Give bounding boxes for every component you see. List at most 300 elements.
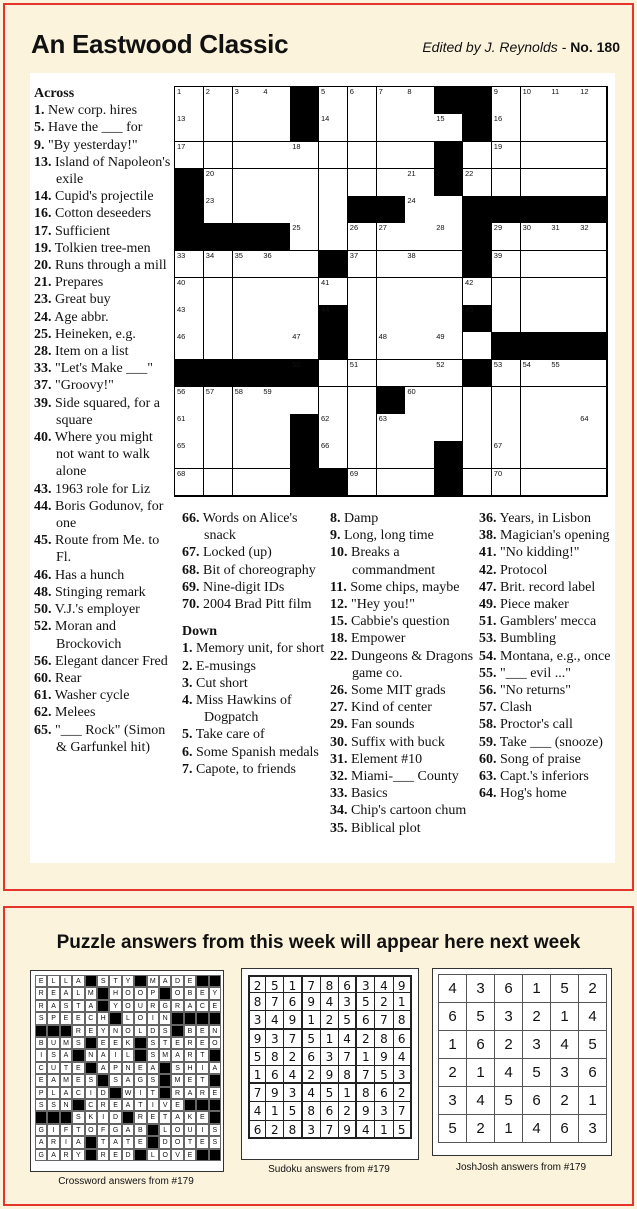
- grid-cell[interactable]: [348, 251, 377, 279]
- grid-cell[interactable]: [319, 114, 348, 142]
- down-clue: [182, 675, 330, 692]
- clue-text: Capote, to friends: [196, 761, 296, 777]
- grid-cell[interactable]: [578, 251, 607, 279]
- grid-cell[interactable]: [578, 169, 607, 197]
- grid-cell[interactable]: [434, 305, 463, 333]
- answer-letter: Y: [97, 1025, 109, 1037]
- grid-cell[interactable]: [549, 305, 578, 333]
- grid-cell[interactable]: [377, 114, 406, 142]
- joshjosh-digit: 2: [550, 1086, 579, 1115]
- grid-cell[interactable]: [463, 414, 492, 442]
- grid-cell[interactable]: [549, 142, 578, 170]
- grid-cell[interactable]: [405, 305, 434, 333]
- grid-cell[interactable]: [463, 387, 492, 415]
- grid-cell[interactable]: [377, 223, 406, 251]
- answer-letter: S: [147, 1037, 159, 1049]
- grid-cell[interactable]: [319, 387, 348, 415]
- grid-cell[interactable]: [405, 278, 434, 306]
- clue-number: 16.: [34, 206, 52, 222]
- answer-letter: O: [85, 1124, 97, 1136]
- grid-cell[interactable]: [204, 196, 233, 224]
- grid-cell[interactable]: [549, 441, 578, 469]
- grid-cell[interactable]: [377, 251, 406, 279]
- grid-cell[interactable]: [319, 441, 348, 469]
- grid-cell[interactable]: [434, 114, 463, 142]
- grid-cell[interactable]: [463, 469, 492, 497]
- down-clue: [479, 682, 615, 699]
- down-clue: [182, 658, 330, 675]
- grid-cell[interactable]: [233, 332, 262, 360]
- clue-text: V.J.'s employer: [54, 602, 140, 618]
- grid-cell[interactable]: [405, 441, 434, 469]
- answer-letter: O: [171, 987, 183, 999]
- clue-number: 70.: [182, 597, 200, 613]
- grid-cell[interactable]: [204, 414, 233, 442]
- grid-cell[interactable]: [521, 142, 550, 170]
- grid-cell[interactable]: [261, 114, 290, 142]
- grid-cell[interactable]: [521, 469, 550, 497]
- grid-cell[interactable]: [261, 469, 290, 497]
- clue-number: 34.: [330, 803, 348, 819]
- clue-text: Island of Napoleon's exile: [55, 154, 171, 188]
- joshjosh-digit: 3: [494, 1002, 523, 1031]
- clue-number: 54.: [479, 648, 497, 664]
- grid-cell[interactable]: [319, 142, 348, 170]
- grid-cell[interactable]: [377, 142, 406, 170]
- sudoku-digit: 8: [339, 1066, 357, 1084]
- clue-number: 48.: [34, 584, 52, 600]
- grid-cell[interactable]: [290, 278, 319, 306]
- grid-cell[interactable]: [405, 169, 434, 197]
- sudoku-digit: 6: [248, 1121, 266, 1139]
- black-square: [463, 223, 492, 251]
- grid-cell[interactable]: [463, 278, 492, 306]
- grid-cell[interactable]: [492, 387, 521, 415]
- down-clue: [479, 579, 615, 596]
- grid-cell[interactable]: [175, 278, 204, 306]
- grid-cell[interactable]: [492, 114, 521, 142]
- grid-cell[interactable]: [549, 414, 578, 442]
- grid-cell[interactable]: [290, 332, 319, 360]
- cell-number: 21: [407, 168, 416, 178]
- down-clue: [330, 510, 475, 527]
- black-square: [290, 441, 319, 469]
- grid-cell[interactable]: [492, 469, 521, 497]
- grid-cell[interactable]: [405, 142, 434, 170]
- grid-cell[interactable]: [204, 142, 233, 170]
- answer-letter: E: [35, 1074, 47, 1086]
- grid-cell[interactable]: [319, 223, 348, 251]
- clue-text: E-musings: [196, 658, 256, 674]
- grid-cell[interactable]: [405, 469, 434, 497]
- answer-letter: S: [72, 1111, 84, 1123]
- grid-cell[interactable]: [348, 332, 377, 360]
- black-square: [377, 387, 406, 415]
- answer-letter: I: [97, 1111, 109, 1123]
- across-clue: [34, 154, 172, 188]
- clue-number: 65.: [34, 722, 52, 738]
- grid-cell[interactable]: [348, 87, 377, 115]
- grid-cell[interactable]: [492, 223, 521, 251]
- grid-cell[interactable]: [549, 251, 578, 279]
- grid-cell[interactable]: [175, 387, 204, 415]
- answer-black-square: [85, 975, 97, 987]
- cell-number: 69: [349, 468, 359, 478]
- grid-cell[interactable]: [290, 169, 319, 197]
- answer-letter: A: [122, 1099, 134, 1111]
- answer-black-square: [35, 1025, 47, 1037]
- answer-letter: E: [209, 1000, 221, 1012]
- grid-cell[interactable]: [549, 387, 578, 415]
- answer-letter: G: [109, 1124, 121, 1136]
- sudoku-digit: 8: [248, 993, 266, 1011]
- grid-cell[interactable]: [377, 360, 406, 388]
- answer-letter: R: [35, 987, 47, 999]
- grid-cell[interactable]: [319, 196, 348, 224]
- grid-cell[interactable]: [492, 441, 521, 469]
- grid-cell[interactable]: [492, 414, 521, 442]
- grid-cell[interactable]: [348, 441, 377, 469]
- sudoku-digit: 8: [357, 1084, 375, 1102]
- grid-cell[interactable]: [261, 414, 290, 442]
- clue-text: Locked (up): [203, 545, 272, 561]
- grid-cell[interactable]: [578, 414, 607, 442]
- grid-cell[interactable]: [405, 387, 434, 415]
- grid-cell[interactable]: [492, 305, 521, 333]
- clue-text: Some chips, maybe: [350, 579, 460, 595]
- grid-cell[interactable]: [405, 87, 434, 115]
- grid-cell[interactable]: [261, 441, 290, 469]
- grid-cell[interactable]: [377, 87, 406, 115]
- grid-cell[interactable]: [578, 305, 607, 333]
- grid-cell[interactable]: [233, 196, 262, 224]
- grid-cell[interactable]: [348, 360, 377, 388]
- grid-cell[interactable]: [434, 360, 463, 388]
- grid-cell[interactable]: [204, 441, 233, 469]
- clue-text: Has a hunch: [55, 567, 125, 583]
- down-clue: [330, 544, 475, 578]
- grid-cell[interactable]: [492, 278, 521, 306]
- grid-cell[interactable]: [233, 387, 262, 415]
- answer-letter: S: [35, 1099, 47, 1111]
- grid-cell[interactable]: [521, 414, 550, 442]
- answer-letter: N: [122, 1062, 134, 1074]
- grid-cell[interactable]: [204, 305, 233, 333]
- down-clue: [479, 734, 615, 751]
- answer-letter: P: [147, 987, 159, 999]
- across-clue: [34, 257, 172, 274]
- clues-column-2: [182, 510, 330, 778]
- joshjosh-digit: 5: [466, 1002, 495, 1031]
- grid-cell[interactable]: [175, 114, 204, 142]
- grid-cell[interactable]: [521, 114, 550, 142]
- answer-letter: E: [134, 1136, 146, 1148]
- answer-letter: R: [97, 1099, 109, 1111]
- grid-cell[interactable]: [521, 251, 550, 279]
- cell-number: 46: [177, 332, 186, 342]
- grid-cell[interactable]: [434, 387, 463, 415]
- grid-cell[interactable]: [549, 278, 578, 306]
- grid-cell[interactable]: [348, 114, 377, 142]
- down-clue: [479, 699, 615, 716]
- clue-number: 69.: [182, 579, 200, 595]
- grid-cell[interactable]: [175, 251, 204, 279]
- grid-cell[interactable]: [204, 251, 233, 279]
- grid-cell[interactable]: [290, 196, 319, 224]
- grid-cell[interactable]: [377, 469, 406, 497]
- grid-cell[interactable]: [463, 441, 492, 469]
- answer-letter: T: [72, 1000, 84, 1012]
- answer-letter: N: [159, 1012, 171, 1024]
- grid-cell[interactable]: [319, 360, 348, 388]
- clue-text: Montana, e.g., once: [500, 648, 611, 664]
- cell-number: 7: [378, 87, 383, 96]
- grid-cell[interactable]: [233, 414, 262, 442]
- sudoku-digit: 2: [284, 1048, 302, 1066]
- answer-black-square: [97, 1074, 109, 1086]
- grid-cell[interactable]: [290, 251, 319, 279]
- answer-letter: M: [159, 1049, 171, 1061]
- down-clue: [330, 716, 475, 733]
- grid-cell[interactable]: [405, 223, 434, 251]
- grid-cell[interactable]: [578, 223, 607, 251]
- answer-letter: S: [209, 1124, 221, 1136]
- grid-cell[interactable]: [405, 414, 434, 442]
- grid-cell[interactable]: [463, 142, 492, 170]
- grid-cell[interactable]: [578, 114, 607, 142]
- grid-cell[interactable]: [405, 114, 434, 142]
- grid-cell[interactable]: [405, 196, 434, 224]
- down-heading: Down: [182, 624, 218, 640]
- grid-cell[interactable]: [521, 360, 550, 388]
- sudoku-answers-caption: Sudoku answers from #179: [268, 1164, 390, 1175]
- across-clue: [182, 579, 330, 596]
- grid-cell[interactable]: [434, 223, 463, 251]
- clue-number: 5.: [34, 120, 45, 136]
- clue-number: 58.: [479, 717, 497, 733]
- answer-black-square: [134, 1037, 146, 1049]
- grid-cell[interactable]: [549, 223, 578, 251]
- clue-number: 59.: [479, 734, 497, 750]
- grid-cell[interactable]: [434, 414, 463, 442]
- grid-cell[interactable]: [175, 305, 204, 333]
- grid-cell[interactable]: [233, 278, 262, 306]
- black-square: [578, 196, 607, 224]
- grid-cell[interactable]: [175, 469, 204, 497]
- grid-cell[interactable]: [175, 87, 204, 115]
- joshjosh-digit: 5: [578, 1030, 607, 1059]
- crossword-grid[interactable]: [174, 86, 608, 497]
- grid-cell[interactable]: [405, 332, 434, 360]
- answer-letter: P: [47, 1012, 59, 1024]
- sudoku-digit: 2: [357, 1030, 375, 1048]
- grid-cell[interactable]: [492, 360, 521, 388]
- grid-cell[interactable]: [578, 469, 607, 497]
- grid-cell[interactable]: [405, 251, 434, 279]
- black-square: [204, 223, 233, 251]
- black-square: [463, 114, 492, 142]
- grid-cell[interactable]: [377, 414, 406, 442]
- grid-cell[interactable]: [348, 278, 377, 306]
- down-clue: [479, 751, 615, 768]
- sudoku-digit: 6: [266, 1066, 284, 1084]
- grid-cell[interactable]: [578, 142, 607, 170]
- grid-cell[interactable]: [578, 387, 607, 415]
- clue-number: 31.: [330, 751, 348, 767]
- answer-letter: A: [147, 1062, 159, 1074]
- grid-cell[interactable]: [463, 169, 492, 197]
- answer-letter: R: [171, 1000, 183, 1012]
- grid-cell[interactable]: [521, 305, 550, 333]
- grid-cell[interactable]: [204, 87, 233, 115]
- sudoku-digit: 9: [375, 1048, 393, 1066]
- clue-number: 61.: [34, 688, 52, 704]
- grid-cell[interactable]: [549, 114, 578, 142]
- answer-letter: O: [134, 987, 146, 999]
- grid-cell[interactable]: [521, 441, 550, 469]
- grid-cell[interactable]: [578, 360, 607, 388]
- grid-cell[interactable]: [549, 360, 578, 388]
- grid-cell[interactable]: [348, 305, 377, 333]
- grid-cell[interactable]: [377, 441, 406, 469]
- answer-letter: D: [109, 1111, 121, 1123]
- grid-cell[interactable]: [521, 223, 550, 251]
- grid-cell[interactable]: [521, 387, 550, 415]
- grid-cell[interactable]: [434, 251, 463, 279]
- grid-cell[interactable]: [377, 332, 406, 360]
- grid-cell[interactable]: [377, 169, 406, 197]
- grid-cell[interactable]: [405, 360, 434, 388]
- grid-cell[interactable]: [463, 332, 492, 360]
- grid-cell[interactable]: [175, 142, 204, 170]
- grid-cell[interactable]: [348, 469, 377, 497]
- grid-cell[interactable]: [348, 414, 377, 442]
- answer-letter: E: [184, 975, 196, 987]
- across-clue: [182, 510, 330, 544]
- grid-cell[interactable]: [492, 251, 521, 279]
- grid-cell[interactable]: [233, 305, 262, 333]
- down-clue: [479, 613, 615, 630]
- grid-cell[interactable]: [204, 387, 233, 415]
- answer-letter: A: [171, 1049, 183, 1061]
- grid-cell[interactable]: [348, 169, 377, 197]
- sudoku-digit: 3: [248, 1011, 266, 1029]
- grid-cell[interactable]: [175, 441, 204, 469]
- grid-cell[interactable]: [290, 387, 319, 415]
- grid-cell[interactable]: [290, 223, 319, 251]
- grid-cell[interactable]: [319, 414, 348, 442]
- across-clue: [34, 102, 172, 119]
- grid-cell[interactable]: [261, 387, 290, 415]
- grid-cell[interactable]: [261, 169, 290, 197]
- grid-cell[interactable]: [204, 469, 233, 497]
- answer-black-square: [72, 1049, 84, 1061]
- grid-cell[interactable]: [319, 169, 348, 197]
- grid-cell[interactable]: [377, 305, 406, 333]
- grid-cell[interactable]: [261, 87, 290, 115]
- clue-text: Dungeons & Dragons game co.: [351, 648, 474, 681]
- answer-black-square: [209, 1012, 221, 1024]
- cell-number: 42: [465, 277, 474, 287]
- grid-cell[interactable]: [204, 278, 233, 306]
- grid-cell[interactable]: [233, 441, 262, 469]
- sudoku-digit: 9: [394, 975, 412, 993]
- black-square: [492, 332, 521, 360]
- grid-cell[interactable]: [233, 251, 262, 279]
- grid-cell[interactable]: [492, 142, 521, 170]
- grid-cell[interactable]: [348, 387, 377, 415]
- grid-cell[interactable]: [233, 114, 262, 142]
- grid-cell[interactable]: [377, 278, 406, 306]
- grid-cell[interactable]: [175, 332, 204, 360]
- grid-cell[interactable]: [319, 278, 348, 306]
- grid-cell[interactable]: [521, 278, 550, 306]
- grid-cell[interactable]: [492, 169, 521, 197]
- grid-cell[interactable]: [261, 305, 290, 333]
- grid-cell[interactable]: [290, 142, 319, 170]
- grid-cell[interactable]: [261, 196, 290, 224]
- cell-number: 22: [465, 168, 474, 178]
- cell-number: 23: [205, 196, 215, 206]
- grid-cell[interactable]: [261, 142, 290, 170]
- grid-cell[interactable]: [204, 332, 233, 360]
- grid-cell[interactable]: [290, 305, 319, 333]
- joshjosh-digit: 6: [550, 1114, 579, 1143]
- black-square: [290, 360, 319, 388]
- answer-letter: Y: [109, 1000, 121, 1012]
- answer-letter: A: [60, 1049, 72, 1061]
- grid-cell[interactable]: [261, 332, 290, 360]
- grid-cell[interactable]: [549, 169, 578, 197]
- grid-cell[interactable]: [549, 87, 578, 115]
- grid-cell[interactable]: [434, 196, 463, 224]
- grid-cell[interactable]: [261, 278, 290, 306]
- grid-cell[interactable]: [434, 332, 463, 360]
- grid-cell[interactable]: [233, 87, 262, 115]
- answer-black-square: [60, 1111, 72, 1123]
- grid-cell[interactable]: [175, 414, 204, 442]
- grid-cell[interactable]: [521, 87, 550, 115]
- down-clue: [182, 692, 330, 726]
- grid-cell[interactable]: [578, 441, 607, 469]
- grid-cell[interactable]: [233, 142, 262, 170]
- grid-cell[interactable]: [233, 469, 262, 497]
- down-clue: [479, 716, 615, 733]
- black-square: [175, 196, 204, 224]
- grid-cell[interactable]: [233, 169, 262, 197]
- grid-cell[interactable]: [549, 469, 578, 497]
- answer-letter: E: [60, 1012, 72, 1024]
- grid-cell[interactable]: [204, 169, 233, 197]
- grid-cell[interactable]: [434, 278, 463, 306]
- grid-cell[interactable]: [348, 142, 377, 170]
- answer-letter: A: [184, 1087, 196, 1099]
- answer-letter: R: [97, 1149, 109, 1161]
- across-clue: [182, 562, 330, 579]
- grid-cell[interactable]: [319, 87, 348, 115]
- grid-cell[interactable]: [492, 87, 521, 115]
- sudoku-digit: 1: [284, 975, 302, 993]
- grid-cell[interactable]: [578, 278, 607, 306]
- answer-letter: E: [72, 1012, 84, 1024]
- grid-cell[interactable]: [348, 223, 377, 251]
- grid-cell[interactable]: [204, 114, 233, 142]
- clue-number: 32.: [330, 769, 348, 785]
- answer-letter: A: [47, 1000, 59, 1012]
- grid-cell[interactable]: [521, 169, 550, 197]
- grid-cell[interactable]: [578, 87, 607, 115]
- grid-cell[interactable]: [261, 251, 290, 279]
